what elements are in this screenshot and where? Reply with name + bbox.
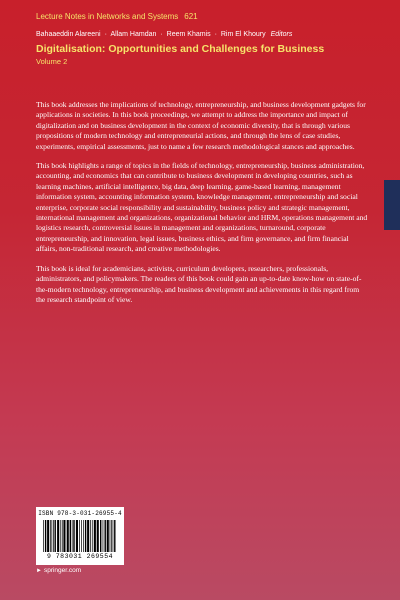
barcode-digits: 9 783031 269554 bbox=[46, 553, 113, 560]
editor-separator: · bbox=[160, 31, 163, 38]
editor-name: Rim El Khoury bbox=[220, 31, 266, 38]
barcode-bar bbox=[60, 520, 61, 552]
editor-name: Reem Khamis bbox=[166, 31, 211, 38]
barcode-bar bbox=[81, 520, 82, 552]
barcode-bar bbox=[111, 520, 112, 552]
barcode-bar bbox=[62, 520, 63, 552]
barcode-bar bbox=[63, 520, 65, 552]
barcode-bar bbox=[67, 520, 69, 552]
editor-name: Bahaaeddin Alareeni bbox=[36, 31, 101, 38]
description-paragraph: This book highlights a range of topics in the fields of technology, entrepreneurship, business administration, accounting, and economics that can contribute to business development in developing countries, such as learning machines, artificial intelligence, big data, deep learning, game-based learning, management information system, accounting information system, knowledge management, entrepreneurship and social enterprise, corporate social responsibility and sustainability, business policy and strategic management, international management and organizations, organizational behavior and HRM, operations management and logistics research, controversial issues in management and organizations, turnaround, corporate entrepreneurship, and innovation, legal issues, business ethics, and firm governance, and firm financial affairs, non-traditional research, and creative methodologies. bbox=[36, 161, 368, 254]
editors-line bbox=[36, 31, 380, 38]
barcode-bar bbox=[53, 520, 54, 552]
barcode-bar bbox=[85, 520, 86, 552]
barcode-bar bbox=[114, 520, 115, 552]
barcode-bar bbox=[83, 520, 84, 552]
book-description bbox=[36, 100, 368, 314]
series-number: 621 bbox=[184, 12, 198, 21]
description-paragraph: This book is ideal for academicians, activists, curriculum developers, researchers, professionals, administrators, and policymakers. The readers of this book could gain an up-to-date know-how on state-of-the-modern technology, entrepreneurship, and business development and achievements in this regard from the research standpoint of view. bbox=[36, 263, 362, 304]
barcode-bar bbox=[57, 520, 59, 552]
barcode-bar bbox=[50, 520, 51, 552]
barcode-bar bbox=[103, 520, 104, 552]
barcode-bar bbox=[52, 520, 53, 552]
barcode-bar bbox=[43, 520, 44, 552]
springer-arrow-icon: ► bbox=[36, 567, 42, 574]
cover-header bbox=[36, 12, 380, 66]
editors-role: Editors bbox=[270, 31, 293, 38]
barcode-bar bbox=[87, 520, 89, 552]
editor-separator: · bbox=[104, 31, 107, 38]
barcode-bar bbox=[107, 520, 109, 552]
editor-separator: · bbox=[214, 31, 217, 38]
barcode-bar bbox=[113, 520, 114, 552]
publisher-link[interactable] bbox=[36, 567, 81, 574]
book-volume: Volume 2 bbox=[36, 57, 68, 66]
editor-name: Allam Hamdan bbox=[110, 31, 157, 38]
barcode-box bbox=[36, 507, 124, 565]
barcode-bar bbox=[92, 520, 93, 552]
barcode-bar bbox=[79, 520, 80, 552]
barcode-bar bbox=[90, 520, 91, 552]
series-name: Lecture Notes in Networks and Systems bbox=[36, 12, 179, 21]
barcode-bar bbox=[105, 520, 106, 552]
barcode-bar bbox=[47, 520, 49, 552]
series-line bbox=[36, 12, 380, 21]
barcode-bar bbox=[76, 520, 78, 552]
description-paragraph: This book addresses the implications of technology, entrepreneurship, and business development gadgets for applications in societies. In this book proceedings, we attempt to address the importance and impact of digitalization and on business development in the context of economic diversity, that is through various propositions of modern technology and entrepreneurial actions, and through the lens of case studies, experiments, empirical assessments, just to name a few research methodological stances and approaches. bbox=[36, 100, 366, 151]
barcode-bar bbox=[55, 520, 56, 552]
book-title: Digitalisation: Opportunities and Challenges for Business bbox=[36, 43, 325, 55]
barcode-bar bbox=[73, 520, 74, 552]
barcode-bar bbox=[70, 520, 71, 552]
publisher-url: springer.com bbox=[43, 567, 82, 574]
barcode-bar bbox=[72, 520, 73, 552]
barcode-bar bbox=[110, 520, 111, 552]
barcode-bar bbox=[100, 520, 101, 552]
spine-color-tab bbox=[384, 180, 400, 230]
barcode-bar bbox=[97, 520, 99, 552]
barcode-bar bbox=[94, 520, 96, 552]
barcode-bar bbox=[45, 520, 46, 552]
barcode-bars bbox=[42, 520, 118, 552]
isbn-label: ISBN 978-3-031-26955-4 bbox=[38, 510, 122, 517]
